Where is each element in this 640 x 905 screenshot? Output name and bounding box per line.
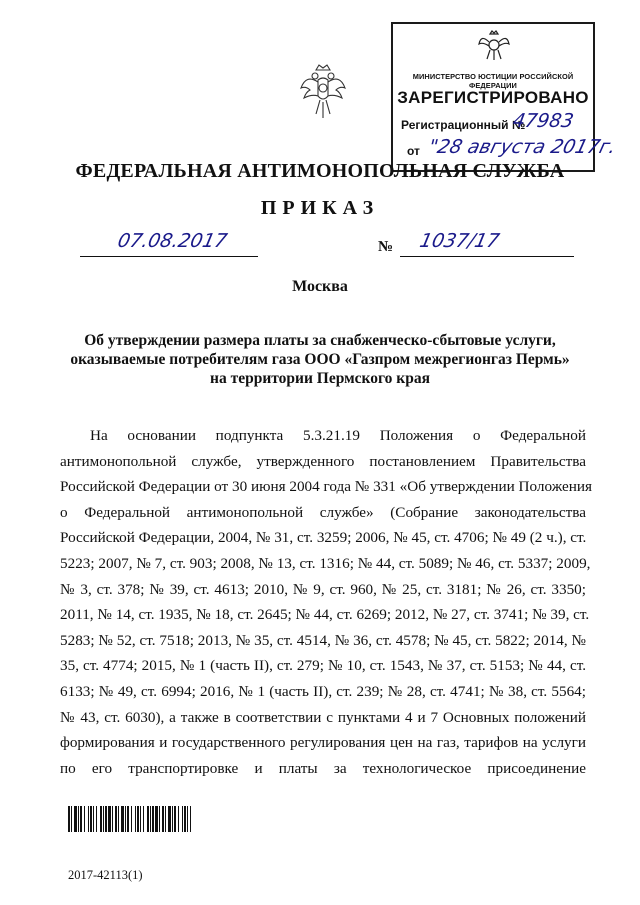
stamp-reg-number-value: 47983 [511,110,576,132]
body-line: № 43, ст. 6030), а также в соответствии с пунктами 4 и 7 Основных положений [60,708,586,726]
barcode-icon [68,806,194,832]
body-line: 2011, № 14, ст. 1935, № 18, ст. 2645; № 44, ст. 6269; 2012, № 27, ст. 3741; № 39, ст. [60,606,590,624]
order-number: 1037/17 [417,230,502,252]
stamp-date-label: от [407,144,420,158]
body-line: Российской Федерации, 2004, № 31, ст. 3259; 2006, № 45, ст. 4706; № 49 (2 ч.), ст. [60,529,587,547]
subject-line: на территории Пермского края [210,370,430,387]
order-subject [60,331,580,388]
coat-of-arms-icon [298,62,348,122]
stamp-status: ЗАРЕГИСТРИРОВАНО [397,88,589,107]
organization-title: ФЕДЕРАЛЬНАЯ АНТИМОНОПОЛЬНАЯ СЛУЖБА [75,160,565,182]
registration-stamp [391,22,619,172]
city: Москва [292,278,348,295]
body-line: 5223; 2007, № 7, ст. 903; 2008, № 13, ст. 1316; № 44, ст. 5089; № 46, ст. 5337; 2009, [60,554,591,572]
stamp-reg-number-label: Регистрационный № [401,118,526,132]
number-underline [400,256,574,257]
order-number-label: № [378,239,394,255]
body-line: На основании подпункта 5.3.21.19 Положения о Федеральной [90,427,586,444]
subject-line: оказываемые потребителям газа ООО «Газпром межрегионгаз Пермь» [70,351,570,368]
body-line: по его транспортировке и платы за технологическое присоединение [60,759,586,777]
date-underline [80,256,258,257]
document-code: 2017-42113(1) [68,868,143,882]
body-line: формирования и государственного регулирования цен на газ, тарифов на услуги [60,734,586,752]
body-line: 5283; № 52, ст. 7518; 2013, № 35, ст. 4514, № 36, ст. 4578; № 45, ст. 5822; 2014, № [60,631,586,649]
stamp-ministry-name: МИНИСТЕРСТВО ЮСТИЦИИ РОССИЙСКОЙ ФЕДЕРАЦИИ [412,72,574,90]
body-line: 6133; № 49, ст. 6994; 2016, № 1 (часть II), ст. 239; № 28, ст. 4741; № 38, ст. 5564; [60,682,586,700]
body-line: о Федеральной антимонопольной службе» (Собрание законодательства [60,503,586,521]
subject-line: Об утверждении размера платы за снабженческо-сбытовые услуги, [84,332,556,349]
body-line: антимонопольной службе, утвержденного постановлением Правительства [60,452,586,470]
body-text [60,423,592,781]
body-line: 35, ст. 4774; 2015, № 1 (часть II), ст. 279; № 10, ст. 1543, № 37, ст. 5153; № 44, ст. [60,657,586,675]
stamp-date-value: "28 августа 2017г. [426,136,619,158]
eagle-emblem-icon [477,28,511,62]
document-type: ПРИКАЗ [260,197,380,219]
body-line: Российской Федерации от 30 июня 2004 года № 331 «Об утверждении Положения [60,478,592,496]
body-line: № 3, ст. 378; № 39, ст. 4613; 2010, № 9, ст. 960, № 25, ст. 3181; № 26, ст. 3350; [60,580,586,598]
order-date: 07.08.2017 [115,230,230,252]
